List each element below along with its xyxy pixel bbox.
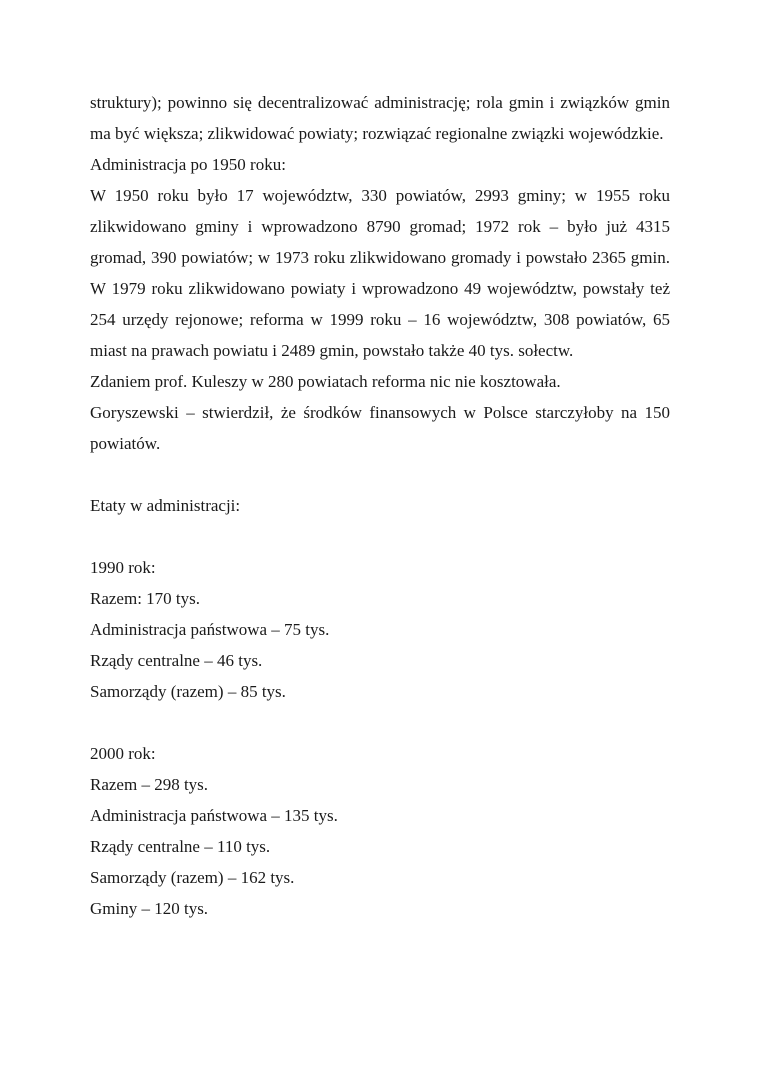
section-1990 — [90, 552, 670, 707]
heading-1990: 1990 rok: — [90, 558, 156, 577]
list-item: Rządy centralne – 110 tys. — [90, 837, 271, 856]
heading-2000: 2000 rok: — [90, 744, 156, 763]
heading-administration-1950: Administracja po 1950 roku: — [90, 155, 286, 174]
document-page — [90, 87, 670, 924]
blank-line — [90, 707, 670, 738]
paragraph-kuleszy: Zdaniem prof. Kuleszy w 280 powiatach reforma nic nie kosztowała. — [90, 372, 561, 391]
list-item: Samorządy (razem) – 85 tys. — [90, 682, 286, 701]
list-item: Gminy – 120 tys. — [90, 899, 209, 918]
list-item: Razem: 170 tys. — [90, 589, 201, 608]
list-item: Rządy centralne – 46 tys. — [90, 651, 263, 670]
blank-line — [90, 459, 670, 490]
list-item: Samorządy (razem) – 162 tys. — [90, 868, 295, 887]
paragraph-administration-1950: W 1950 roku było 17 województw, 330 powiatów, 2993 gminy; w 1955 roku zlikwidowano gminy i wprowadzono 8790 gromad; 1972 rok – było już 4315 gromad, 390 powiatów; w 1973 roku zlikwidowano gromady i powstało 2365 gmin. W 1979 roku zlikwidowano powiaty i wprowadzono 49 województw, powstały też 254 urzędy rejonowe; reforma w 1999 roku – 16 województw, 308 powiatów, 65 miast na prawach powiatu i 2489 gmin, powstało także 40 tys. sołectw. — [90, 186, 670, 360]
paragraph-goryszewski: Goryszewski – stwierdził, że środków finansowych w Polsce starczyłoby na 150 powiatów. — [90, 403, 670, 453]
list-item: Razem – 298 tys. — [90, 775, 209, 794]
paragraph-struktury: struktury); powinno się decentralizować administrację; rola gmin i związków gmin ma być większa; zlikwidować powiaty; rozwiązać regionalne związki wojewódzkie. — [90, 93, 670, 143]
blank-line — [90, 521, 670, 552]
heading-etaty: Etaty w administracji: — [90, 496, 241, 515]
list-item: Administracja państwowa – 75 tys. — [90, 620, 330, 639]
section-2000 — [90, 738, 670, 924]
list-item: Administracja państwowa – 135 tys. — [90, 806, 338, 825]
